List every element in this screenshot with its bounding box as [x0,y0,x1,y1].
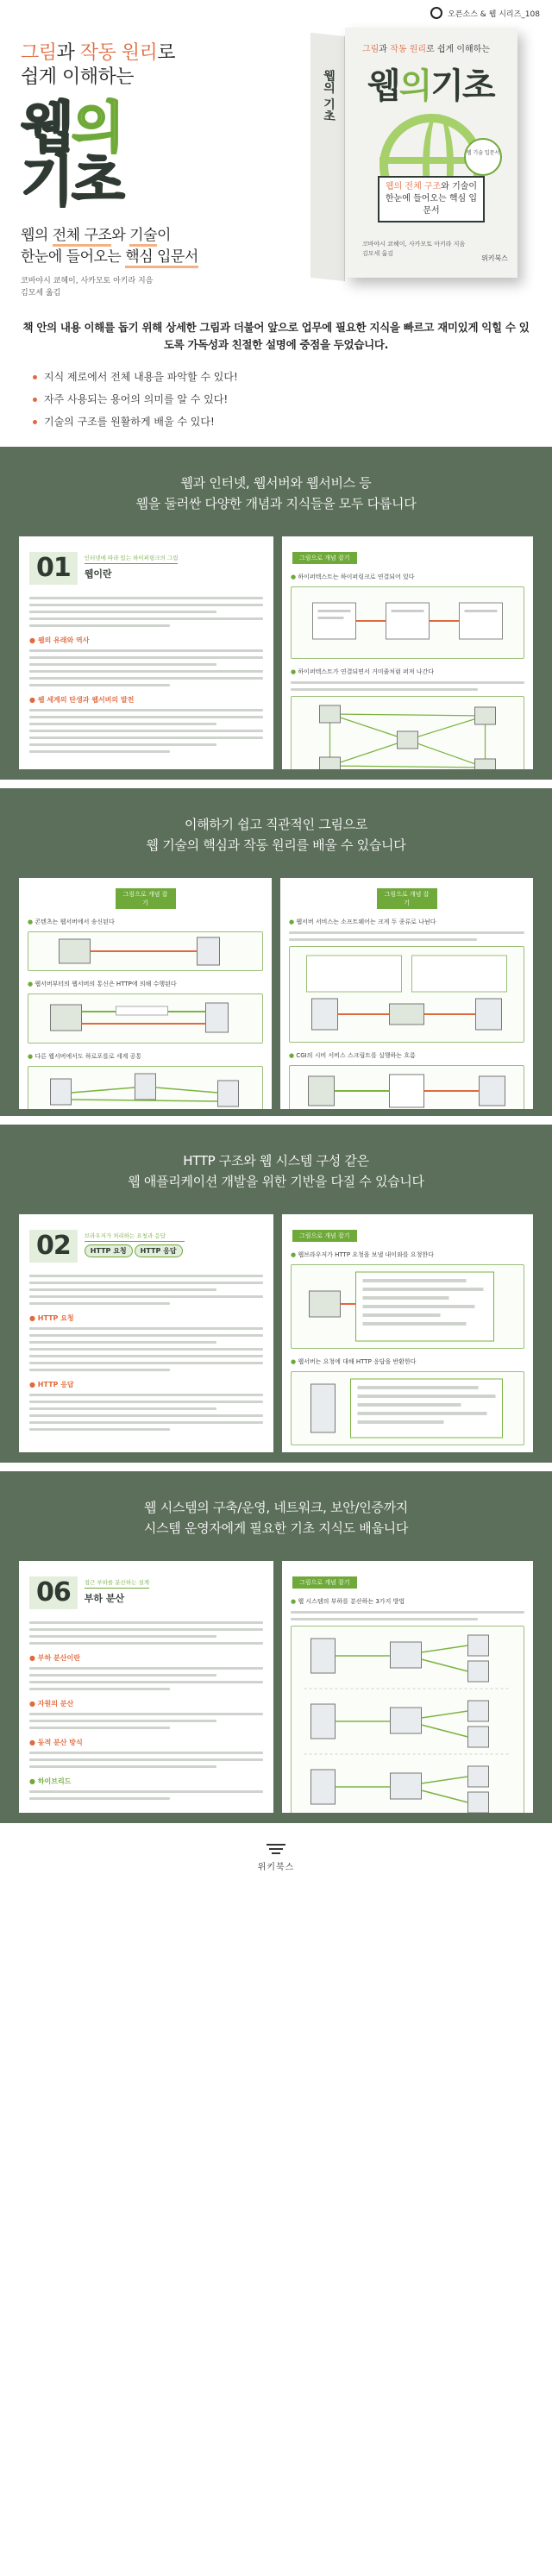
diagram-tag: 그림으로 개념 잡기 [116,888,176,909]
list-item: 지식 제로에서 전체 내용을 파악할 수 있다! [33,366,531,388]
cover-tagline: 웹의 전체 구조와 기술이 한눈에 들어오는 핵심 입문서 [378,176,485,223]
hero-big-title: 웹의 기초 [21,97,122,214]
chapter-number: 06 [29,1576,78,1609]
feature-list [21,366,531,433]
intro-lead: 책 안의 내용 이해를 돕기 위해 상세한 그림과 더불어 앞으로 업무에 필요한 지식을 빠르고 재미있게 익힐 수 있도록 가독성과 친절한 설명에 중점을 두었습니다. [22,321,530,351]
cover-badge: 웹 기술 입문서 [464,138,502,176]
bullet-dot-icon [33,420,37,424]
hero-translator: 김모세 옮김 [21,289,61,298]
intro-section [0,307,552,447]
chapter-number: 01 [29,552,78,585]
hero-desc-line2: 한눈에 들어오는 핵심 입문서 [21,244,198,266]
diagram-hypertext [291,586,524,659]
footer [0,1823,552,1892]
bullet-dot-icon [33,375,37,379]
section-title: 웹과 인터넷, 웹서버와 웹서비스 등 웹을 둘러싼 다양한 개념과 지식들을 모두 다룹니다 [135,475,417,511]
section-title: 이해하기 쉽고 직관적인 그림으로 웹 기술의 핵심과 작동 원리를 배울 수 있습니다 [146,817,406,853]
diagram-tag: 그림으로 개념 잡기 [292,1576,357,1589]
page-sample-left: 06 접근 부하를 분산하는 설계 부하 분산 ● 부하 분산이란 ● 자원의 분산 ● 동적 분산 방식 ● 하이브리드 [19,1561,273,1813]
page-sample-right: 그림으로 개념 잡기 ● 웹 시스템의 부하를 분산하는 3가지 방법 [282,1561,533,1813]
diagram-load-balance [291,1626,524,1813]
publisher-mark-icon [267,1844,285,1854]
diagram-http-request [291,1264,524,1349]
diagram-tag: 그림으로 개념 잡기 [292,1230,357,1242]
chapter-name: 부하 분산 [84,1593,125,1604]
list-item: 기술의 구조를 원활하게 배울 수 있다! [33,411,531,433]
page-sample-right: 그림으로 개념 잡기 ● 웹브라우저가 HTTP 요청을 보낼 내이와를 요청한다 ● 웹서버는 요청에 대해 HTTP 응답을 반환한다 [282,1214,533,1452]
feature-section-4 [0,1471,552,1823]
page-sample-right: 그림으로 개념 잡기 ● 웹서버 서비스는 소프트웨어는 크게 두 종류로 나뉜다 ● CGI의 시비 서비스 스크립트를 실행하는 흐름 [280,878,533,1109]
series-label: 오픈소스 & 웹 시리즈_108 [430,7,540,19]
feature-section-3 [0,1125,552,1463]
diagram-tag: 그림으로 개념 잡기 [292,552,357,564]
section-title: 웹 시스템의 구축/운영, 네트워크, 보안/인증까지 시스템 운영자에게 필요한 기초 지식도 배웁니다 [143,1500,409,1536]
diagram-web [291,696,524,769]
series-ring-icon [430,7,442,19]
page-sample-left: 01 인터넷에 따라 있는 하이퍼링크의 그림 웹이란 ● 웹의 유래와 역사 ● 웹 세계의 탄생과 웹서버의 발전 [19,536,273,769]
feature-section-2 [0,788,552,1116]
publisher-logo: 위키북스 [481,254,508,262]
list-item: 자주 사용되는 용어의 의미를 알 수 있다! [33,388,531,411]
hero-subtitle-line2: 쉽게 이해하는 [21,66,135,88]
page-sample-right: 그림으로 개념 잡기 ● 하이퍼텍스트는 하이퍼링크로 연결되어 있다 ● 하이퍼텍스트가 연결되면서 거미줄처럼 퍼져 나간다 [282,536,533,769]
hero-subtitle-line1: 그림과 작동 원리로 [21,42,176,64]
page-sample-left: 그림으로 개념 잡기 ● 콘텐츠는 웹서버에서 송신된다 ● 웹서버부터의 웹서버의 통신은 HTTP에 의해 수행된다 ● 다른 웹서버에서도 하로포를로 세계 공통 [19,878,272,1109]
book-spine: 웹의 기초 [310,33,345,281]
diagram-http-response [291,1371,524,1445]
diagram-tag: 그림으로 개념 잡기 [377,888,437,909]
book-front: 그림과 작동 원리로 쉽게 이해하는 웹의기초 웹 기술 입문서 웹의 전체 구조와 기술이 한눈에 들어오는 핵심 입문서 코바야시 쿄헤이, 사카모토 아키라 지음 김모세 옮김 위키북스 [345,28,518,278]
page-sample-left: 02 브라우저가 처리하는 요청과 응답 HTTP 요청 HTTP 응답 ● HTTP 요청 ● HTTP 응답 [19,1214,273,1452]
footer-brand: 위키북스 [257,1862,295,1872]
chapter-name: 웹이란 [84,568,112,580]
hero-section [0,0,552,307]
feature-section-1 [0,447,552,780]
bullet-dot-icon [33,398,37,402]
hero-desc-line1: 웹의 전체 구조와 기술이 [21,223,171,244]
chapter-number: 02 [29,1230,78,1263]
book-cover-image [310,28,535,286]
section-title: HTTP 구조와 웹 시스템 구성 같은 웹 애플리케이션 개발을 위한 기반을 다질 수 있습니다 [128,1153,424,1189]
hero-authors: 코바야시 쿄헤이, 사카모토 아키라 지음 [21,277,154,285]
chapter-name: HTTP 요청 HTTP 응답 [85,1244,185,1257]
